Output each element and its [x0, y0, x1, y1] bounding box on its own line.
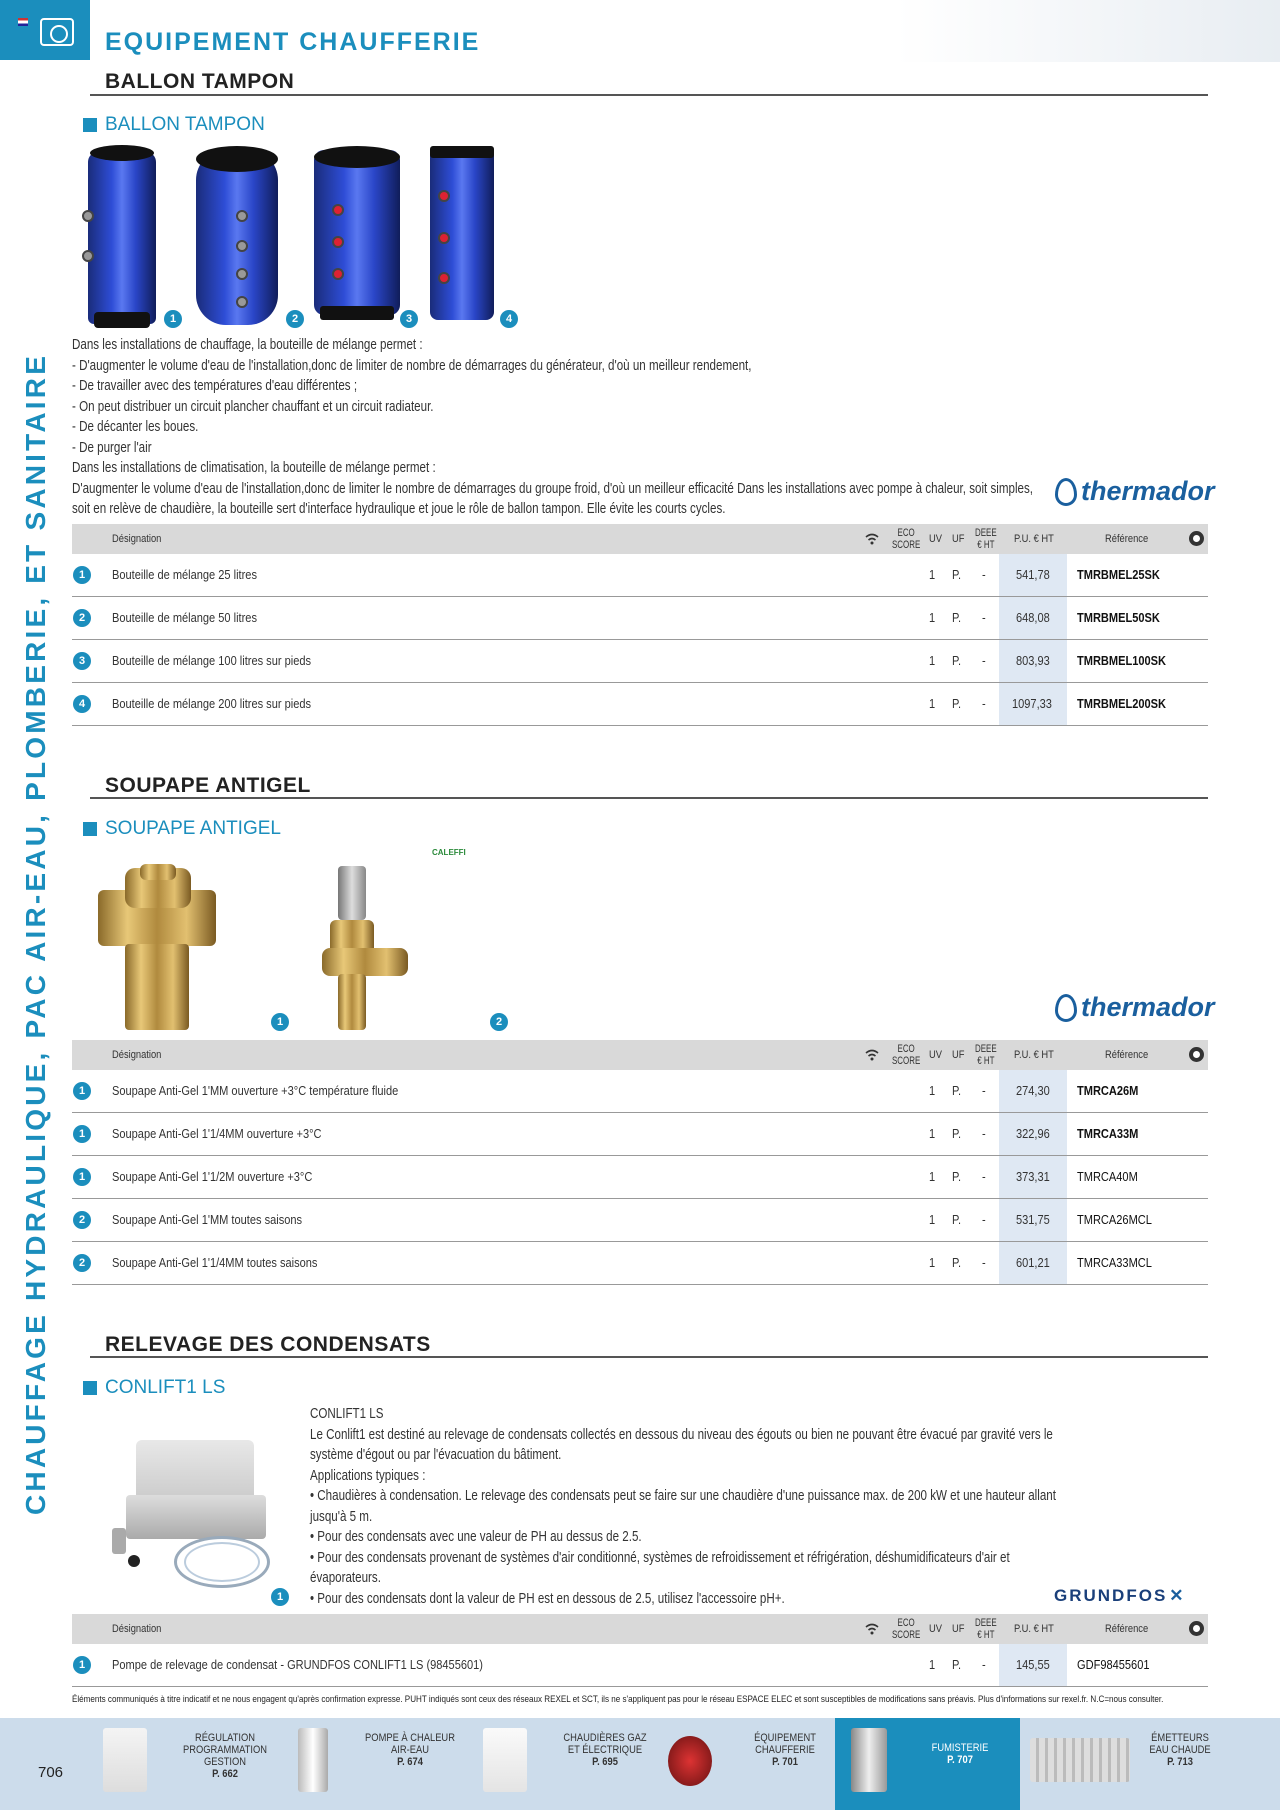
col-designation: Désignation	[112, 1049, 162, 1061]
table-row[interactable]: 1 Pompe de relevage de condensat - GRUNDFOS CONLIFT1 LS (98455601) 1 P. - 145,55 GDF98455601	[72, 1644, 1208, 1687]
thermostat-thumbnail	[103, 1728, 147, 1792]
nav-item-fumisterie[interactable]: FUMISTERIE P. 707	[835, 1718, 1020, 1810]
table-row[interactable]: 2 Soupape Anti-Gel 1'MM toutes saisons 1 P. - 531,75 TMRCA26MCL	[72, 1199, 1208, 1242]
col-eco-score: ECO SCORE	[892, 527, 921, 551]
col-uf: UF	[952, 533, 965, 545]
image-number-badge: 1	[164, 310, 182, 328]
table-row[interactable]: 1 Soupape Anti-Gel 1'MM ouverture +3°C température fluide 1 P. - 274,30 TMRCA26M	[72, 1070, 1208, 1113]
row-number-badge: 2	[73, 609, 91, 627]
nav-item-emetteurs[interactable]: ÉMETTEURS EAU CHAUDE P. 713	[1025, 1718, 1280, 1810]
table-header	[72, 1614, 1208, 1644]
caleffi-logo: CALEFFI	[432, 848, 466, 857]
table-row[interactable]: 1 Soupape Anti-Gel 1'1/4MM ouverture +3°C 1 P. - 322,96 TMRCA33M	[72, 1113, 1208, 1156]
side-category-label: CHAUFFAGE HYDRAULIQUE, PAC AIR-EAU, PLOMBERIE, ET SANITAIRE	[20, 352, 51, 1515]
section-rule	[90, 94, 1208, 96]
nav-item-pompe-chaleur[interactable]: POMPE À CHALEUR AIR-EAU P. 674	[290, 1718, 475, 1810]
image-number-badge: 1	[271, 1588, 289, 1606]
flag-icon	[18, 18, 28, 26]
heat-pump-thumbnail	[298, 1728, 328, 1792]
row-number-badge: 1	[73, 1125, 91, 1143]
wifi-icon	[865, 1048, 879, 1062]
nav-item-equipement[interactable]: ÉQUIPEMENT CHAUFFERIE P. 701	[660, 1718, 840, 1810]
square-bullet-icon	[83, 822, 97, 836]
col-price: P.U. € HT	[1014, 1623, 1054, 1635]
section1-description: Dans les installations de chauffage, la bouteille de mélange permet : - D'augmenter le volume d'eau de l'installation,donc de limiter de nombre de démarrages du générateur, d'où un meilleur rendement, - De travailler avec des températures d'eau différentes ; - On peut distribuer un circuit plancher chauffant et un circuit radiateur. - De décanter les boues. - De purger l'air Dans les installations de climatisation, la bouteille de mélange permet : D'augmenter le volume d'eau de l'installation,donc de limiter le nombre de démarrages du groupe froid, d'où un meilleur efficacité Dans les installations avec pompe à chaleur, soit simples, soit en relève de chaudière, la bouteille sert d'interface hydraulique et joue le rôle de ballon tampon. Elle évite les courts cycles.	[72, 337, 1034, 517]
col-deee: DEEE € HT	[975, 527, 997, 551]
section-rule	[90, 797, 1208, 799]
settings-icon[interactable]	[1189, 531, 1204, 546]
col-eco-score: ECO SCORE	[892, 1043, 921, 1067]
table-header	[72, 1040, 1208, 1070]
product-table-soupape	[72, 1040, 1208, 1285]
col-price: P.U. € HT	[1014, 1049, 1054, 1061]
table-row[interactable]: 1 Bouteille de mélange 25 litres 1 P. - 541,78 TMRBMEL25SK	[72, 554, 1208, 597]
table-row[interactable]: 3 Bouteille de mélange 100 litres sur pieds 1 P. - 803,93 TMRBMEL100SK	[72, 640, 1208, 683]
row-number-badge: 2	[73, 1211, 91, 1229]
drop-icon	[1055, 994, 1077, 1022]
table-row[interactable]: 2 Bouteille de mélange 50 litres 1 P. - 648,08 TMRBMEL50SK	[72, 597, 1208, 640]
legal-footnote: Éléments communiqués à titre indicatif et ne nous engagent qu'après confirmation expresse. PUHT indiqués sont ceux des réseaux REXEL et SCT, ils ne s'appliquent pas pour le réseau ESPACE ELEC et sont susceptibles de modifications sans préavis. Plus d'informations sur rexel.fr. N.C=nous consulter.	[72, 1694, 1164, 1705]
subsection-title-conlift: CONLIFT1 LS	[83, 1377, 225, 1399]
boiler-thumbnail	[483, 1728, 527, 1792]
col-eco-score: ECO SCORE	[892, 1617, 921, 1641]
thermador-logo: thermador	[1055, 476, 1215, 507]
col-uv: UV	[929, 1049, 942, 1061]
catalog-badge[interactable]	[0, 0, 90, 60]
grundfos-x-icon: ✕	[1169, 1586, 1186, 1605]
square-bullet-icon	[83, 118, 97, 132]
col-uv: UV	[929, 1623, 942, 1635]
section-title-soupape: SOUPAPE ANTIGEL	[105, 774, 311, 797]
wifi-icon	[865, 1622, 879, 1636]
page-title: EQUIPEMENT CHAUFFERIE	[105, 28, 481, 56]
section-rule	[90, 1356, 1208, 1358]
product-table-conlift	[72, 1614, 1208, 1687]
table-row[interactable]: 1 Soupape Anti-Gel 1'1/2M ouverture +3°C 1 P. - 373,31 TMRCA40M	[72, 1156, 1208, 1199]
subsection-title-ballon: BALLON TAMPON	[83, 114, 265, 136]
nav-item-chaudieres[interactable]: CHAUDIÈRES GAZ ET ÉLECTRIQUE P. 695	[475, 1718, 660, 1810]
section-title-ballon: BALLON TAMPON	[105, 70, 295, 93]
row-number-badge: 4	[73, 695, 91, 713]
image-number-badge: 3	[400, 310, 418, 328]
nav-item-regulation[interactable]: RÉGULATION PROGRAMMATION GESTION P. 662	[95, 1718, 280, 1810]
table-row[interactable]: 2 Soupape Anti-Gel 1'1/4MM toutes saisons 1 P. - 601,21 TMRCA33MCL	[72, 1242, 1208, 1285]
product-table-ballon	[72, 524, 1208, 726]
row-number-badge: 1	[73, 566, 91, 584]
boiler-icon	[40, 18, 74, 46]
col-price: P.U. € HT	[1014, 533, 1054, 545]
image-number-badge: 2	[490, 1013, 508, 1031]
col-reference: Référence	[1105, 1623, 1149, 1635]
row-number-badge: 1	[73, 1168, 91, 1186]
col-designation: Désignation	[112, 533, 162, 545]
col-deee: DEEE € HT	[975, 1617, 997, 1641]
row-number-badge: 1	[73, 1656, 91, 1674]
col-reference: Référence	[1105, 1049, 1149, 1061]
image-number-badge: 2	[286, 310, 304, 328]
row-number-badge: 1	[73, 1082, 91, 1100]
table-row[interactable]: 4 Bouteille de mélange 200 litres sur pieds 1 P. - 1097,33 TMRBMEL200SK	[72, 683, 1208, 726]
grundfos-logo: GRUNDFOS ✕	[1054, 1586, 1186, 1605]
row-number-badge: 3	[73, 652, 91, 670]
section3-description: CONLIFT1 LS Le Conlift1 est destiné au relevage de condensats collectés en dessous du niveau des égouts ou bien ne pouvant être évacué par gravité vers le système d'égout ou par l'évacuation du bâtiment. Applications typiques : • Chaudières à condensation. Le relevage des condensats peut se faire sur une chaudière d'une puissance max. de 200 kW et une hauteur allant jusqu'à 5 m. • Pour des condensats avec une valeur de PH au dessus de 2.5. • Pour des condensats provenant de systèmes d'air conditionné, systèmes de refroidissement et réfrigération, déshumidificateurs d'air et évaporateurs. • Pour des condensats dont la valeur de PH est en dessous de 2.5, utilisez l'accessoire pH+.	[310, 1406, 1056, 1607]
settings-icon[interactable]	[1189, 1047, 1204, 1062]
col-designation: Désignation	[112, 1623, 162, 1635]
table-header	[72, 524, 1208, 554]
settings-icon[interactable]	[1189, 1621, 1204, 1636]
image-number-badge: 1	[271, 1013, 289, 1031]
bottom-navigation	[0, 1718, 1280, 1810]
wifi-icon	[865, 532, 879, 546]
row-number-badge: 2	[73, 1254, 91, 1272]
square-bullet-icon	[83, 1381, 97, 1395]
pump-thumbnail	[668, 1736, 712, 1786]
section-title-relevage: RELEVAGE DES CONDENSATS	[105, 1333, 431, 1356]
drop-icon	[1055, 478, 1077, 506]
col-uf: UF	[952, 1049, 965, 1061]
radiator-thumbnail	[1030, 1738, 1130, 1782]
page-number: 706	[38, 1764, 64, 1781]
image-number-badge: 4	[500, 310, 518, 328]
subsection-title-soupape: SOUPAPE ANTIGEL	[83, 818, 281, 840]
col-uv: UV	[929, 533, 942, 545]
col-deee: DEEE € HT	[975, 1043, 997, 1067]
thermador-logo: thermador	[1055, 992, 1215, 1023]
col-reference: Référence	[1105, 533, 1149, 545]
col-uf: UF	[952, 1623, 965, 1635]
flue-thumbnail	[851, 1728, 887, 1792]
